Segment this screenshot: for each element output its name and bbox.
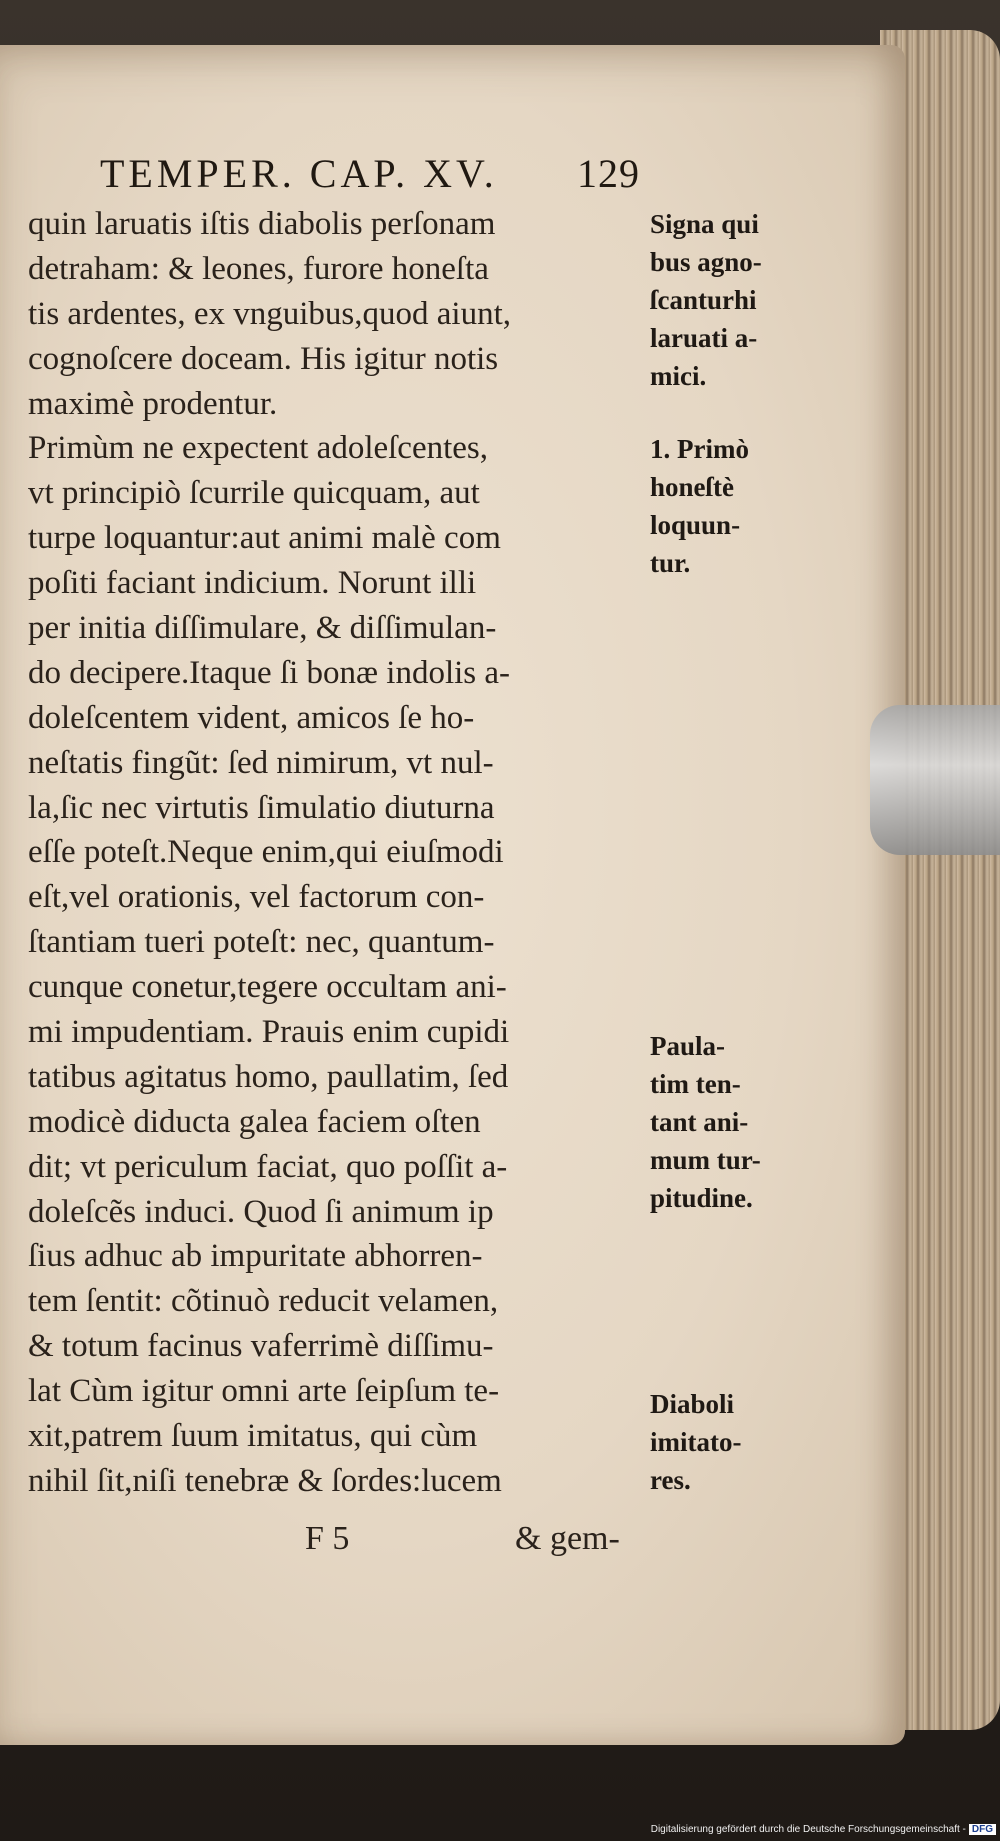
dfg-logo: DFG — [969, 1824, 996, 1835]
body-text — [28, 202, 648, 1504]
text-line: xit,patrem ſuum imitatus, qui cùm — [28, 1418, 478, 1455]
text-line: poſiti faciant indicium. Norunt illi — [28, 565, 477, 602]
text-line: tis ardentes, ex vnguibus,quod aiunt, — [28, 295, 512, 332]
margin-note-line: bus agno- — [650, 247, 762, 277]
margin-note-diaboli — [650, 1385, 805, 1499]
text-line: ſius adhuc ab impuritate abhorren- — [28, 1238, 483, 1275]
margin-note-line: loquun- — [650, 510, 741, 540]
text-line: turpe loquantur:aut animi malè com — [28, 520, 501, 557]
text-line: per initia diſſimulare, & diſſimulan- — [28, 610, 497, 647]
text-line: vt principiò ſcurrile quicquam, aut — [28, 475, 480, 512]
margin-note-line: mum tur- — [650, 1145, 761, 1175]
text-line: cognoſcere doceam. His igitur notis — [28, 340, 499, 377]
margin-note-line: res. — [650, 1465, 691, 1495]
margin-note-line: tant ani- — [650, 1107, 749, 1137]
text-line: doleſcẽs induci. Quod ſi animum ip — [28, 1193, 494, 1230]
margin-note-line: Paula- — [650, 1031, 726, 1061]
margin-note-line: pitudine. — [650, 1183, 753, 1213]
text-line: mi impudentiam. Prauis enim cupidi — [28, 1014, 510, 1051]
text-line: tatibus agitatus homo, paullatim, ſed — [28, 1058, 509, 1095]
margin-note-line: laruati a- — [650, 323, 758, 353]
margin-note-line: 1. Primò — [650, 434, 749, 464]
margin-note-primo — [650, 430, 805, 582]
text-line: quin laruatis iſtis diabolis perſonam — [28, 206, 496, 242]
credit-text: Digitalisierung gefördert durch die Deutsche Forschungsgemeinschaft - — [650, 1824, 966, 1835]
bookmark-clip — [870, 705, 1000, 855]
text-line: Primùm ne expectent adoleſcentes, — [28, 430, 489, 467]
page-number: 129 — [577, 151, 640, 196]
margin-note-line: Signa qui — [650, 209, 759, 239]
text-line: dit; vt periculum faciat, quo poſſit a- — [28, 1148, 508, 1185]
text-line: eſſe poteſt.Neque enim,qui eiuſmodi — [28, 834, 504, 871]
text-line: ſtantiam tueri poteſt: nec, quantum- — [28, 924, 495, 961]
text-line: doleſcentem vident, amicos ſe ho- — [28, 699, 475, 736]
catchword: & gem- — [515, 1520, 620, 1557]
text-line: detraham: & leones, furore honeſta — [28, 250, 489, 287]
text-line: & totum facinus vaferrimè diſſimu- — [28, 1328, 494, 1365]
margin-note-signa — [650, 205, 805, 395]
running-title: TEMPER. CAP. XV. — [100, 151, 498, 196]
text-line: eſt,vel orationis, vel factorum con- — [28, 879, 485, 916]
running-header — [100, 150, 640, 200]
signature-mark: F 5 — [305, 1520, 350, 1557]
margin-note-line: mici. — [650, 361, 707, 391]
text-line: la,ſic nec virtutis ſimulatio diuturna — [28, 789, 495, 826]
margin-note-line: imitato- — [650, 1427, 742, 1457]
margin-note-line: Diaboli — [650, 1389, 735, 1419]
text-line: tem ſentit: cõtinuò reducit velamen, — [28, 1283, 499, 1320]
text-line: cunque conetur,tegere occultam ani- — [28, 969, 507, 1006]
text-line: nihil ſit,niſi tenebræ & ſordes:lucem — [28, 1462, 502, 1499]
margin-note-line: ſcanturhi — [650, 285, 757, 315]
margin-note-line: tim ten- — [650, 1069, 741, 1099]
digitization-credit — [651, 1824, 996, 1835]
margin-note-paulatim — [650, 1027, 805, 1217]
text-line: neſtatis fingũt: ſed nimirum, vt nul- — [28, 744, 494, 781]
page-footer — [0, 1520, 700, 1570]
text-line: lat Cùm igitur omni arte ſeipſum te- — [28, 1373, 500, 1410]
text-line: modicè diducta galea faciem oſten — [28, 1103, 481, 1140]
text-line: do decipere.Itaque ſi bonæ indolis a- — [28, 654, 511, 691]
text-line: maximè prodentur. — [28, 385, 278, 422]
margin-note-line: tur. — [650, 548, 691, 578]
margin-note-line: honeſtè — [650, 472, 734, 502]
